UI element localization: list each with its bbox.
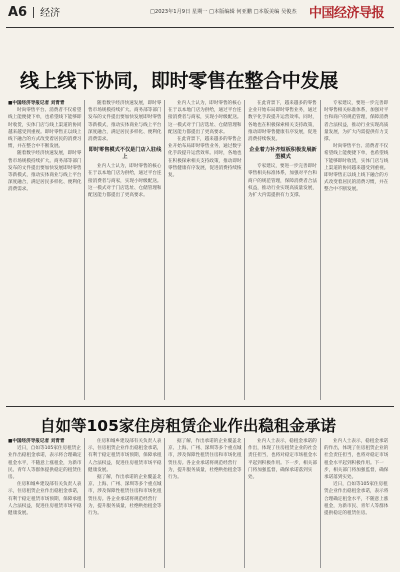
subheading: 企业着力补齐短板积极发展新型模式 — [249, 147, 317, 161]
article-paragraph: 专家建议，要进一步完善即时零售相关标准体系，加强对平台和商户的规范管理，保障消费者合法权益，推动行业实现高质量发展，为扩大内需提供有力支撑。 — [324, 101, 389, 143]
subheading: 即时零售模式不仅是门店入驻线上 — [88, 147, 162, 161]
article-column-5 — [324, 100, 392, 400]
column-divider — [164, 100, 165, 400]
article-paragraph: 专家建议，要进一步完善即时零售相关标准体系，加强对平台和商户的规范管理，保障消费者合法权益，推动行业实现高质量发展，为扩大内需提供有力支撑。 — [248, 164, 317, 199]
article-column-5 — [324, 438, 392, 568]
page-number: A6 — [8, 5, 28, 20]
article-column-3 — [168, 438, 242, 568]
article-column-2 — [88, 438, 162, 568]
article-column-1 — [8, 100, 82, 400]
column-divider — [320, 438, 321, 568]
header-rule — [6, 27, 394, 28]
article-paragraph: 据了解，作出承诺的企业覆盖北京、上海、广州、深圳等多个重点城市，涉及保障性租赁住房和市场化租赁住房。各企业承诺将规范经营行为，提升服务质量，杜绝哄抬租金等行为。 — [88, 475, 162, 517]
article-paragraph: 业内人士表示，稳租金承诺的作出，体现了住房租赁企业的社会责任担当，也将对稳定市场租金水平起到积极作用。下一步，相关部门将加强监督，确保承诺落到实处。 — [248, 439, 317, 481]
article-paragraph: 在此背景下，越来越多的零售企业开始布局即时零售业务，通过数字化手段提升运营效率。同时，各地也在积极探索相关支持政策，推动即时零售健康有序发展，促进消费持续恢复。 — [168, 137, 242, 179]
header-divider — [33, 7, 34, 18]
article-paragraph: 住房和城乡建设部有关负责人表示，住房租赁企业作出稳租金承诺，有利于稳定租赁市场预期，保障承租人合法权益，促进住房租赁市场平稳健康发展。 — [88, 439, 162, 473]
column-divider — [320, 100, 321, 400]
article-byline: ■中国经济导报记者 刘青青 — [8, 101, 65, 106]
column-divider — [244, 100, 245, 400]
article-paragraph: 业内人士认为，即时零售的核心在于以本地门店为供给，通过平台连接消费者与商家，实现小时级配送。这一模式对于门店选址、仓储管理和配送能力都提出了更高要求。 — [168, 101, 242, 135]
article-column-4 — [248, 438, 318, 568]
article-paragraph: 随着数字经济快速发展，即时零售市场规模持续扩大。商务部等部门发布的文件提出要加快发展即时零售等新模式，推动实体商业与线上平台深度融合，满足居民多样化、便利化消费需求。 — [88, 101, 162, 143]
article-column-2 — [88, 100, 162, 400]
article-paragraph: 住房和城乡建设部有关负责人表示，住房租赁企业作出稳租金承诺，有利于稳定租赁市场预期，保障承租人合法权益，促进住房租赁市场平稳健康发展。 — [8, 482, 82, 517]
article-headline: 线上线下协同，即时零售在整合中发展 — [20, 70, 338, 92]
article-headline: 自如等105家住房租赁企业作出稳租金承诺 — [40, 417, 336, 435]
article-paragraph: 业内人士认为，即时零售的核心在于以本地门店为供给，通过平台连接消费者与商家，实现小时级配送。这一模式对于门店选址、仓储管理和配送能力都提出了更高要求。 — [88, 164, 162, 199]
column-divider — [84, 100, 85, 400]
article-paragraph: 业内人士表示，稳租金承诺的作出，体现了住房租赁企业的社会责任担当，也将对稳定市场租金水平起到积极作用。下一步，相关部门将加强监督，确保承诺落到实处。 — [324, 439, 389, 481]
column-divider — [244, 438, 245, 568]
section-name: 经济 — [40, 8, 61, 19]
article-column-1 — [8, 438, 82, 568]
edition-meta: □2023年1月9日 星期一 □本版编辑 何亚鹏 □本版美编 吴俊杰 — [150, 9, 297, 15]
article-paragraph: 时尚零售平台、消费者不仅希望线上能便捷下单，也希望线下能够即时收货，实体门店与线上渠道的协同越来越受到重视。即时零售正以线上线下融合的方式改变着居民的消费习惯，并在整合中不断发展。 — [8, 108, 82, 150]
page-header — [0, 0, 400, 26]
article-column-3 — [168, 100, 242, 400]
newspaper-logo: 中国经济导报 — [308, 6, 384, 21]
article-paragraph: 时尚零售平台、消费者不仅希望线上能便捷下单，也希望线下能够即时收货，实体门店与线上渠道的协同越来越受到重视。即时零售正以线上线下融合的方式改变着居民的消费习惯，并在整合中不断发展。 — [324, 144, 389, 193]
column-divider — [84, 438, 85, 568]
article-paragraph: 近日，自如等105家住房租赁企业作出稳租金承诺，表示将合理确定租金水平，不随意上涨租金，为新市民、青年人等群体提供稳定的租赁住房。 — [324, 482, 389, 517]
article-paragraph: 近日，自如等105家住房租赁企业作出稳租金承诺，表示将合理确定租金水平，不随意上涨租金，为新市民、青年人等群体提供稳定的租赁住房。 — [8, 446, 82, 481]
section-rule — [6, 406, 394, 407]
article-byline: ■中国经济导报记者 刘青青 — [8, 439, 65, 444]
article-paragraph: 据了解，作出承诺的企业覆盖北京、上海、广州、深圳等多个重点城市，涉及保障性租赁住房和市场化租赁住房。各企业承诺将规范经营行为，提升服务质量，杜绝哄抬租金等行为。 — [168, 439, 242, 481]
page-number-section — [8, 4, 60, 20]
article-paragraph: 在此背景下，越来越多的零售企业开始布局即时零售业务，通过数字化手段提升运营效率。同时，各地也在积极探索相关支持政策，推动即时零售健康有序发展，促进消费持续恢复。 — [248, 101, 317, 143]
article-paragraph: 随着数字经济快速发展，即时零售市场规模持续扩大。商务部等部门发布的文件提出要加快发展即时零售等新模式，推动实体商业与线上平台深度融合，满足居民多样化、便利化消费需求。 — [8, 151, 82, 193]
article-column-4 — [248, 100, 318, 400]
column-divider — [164, 438, 165, 568]
